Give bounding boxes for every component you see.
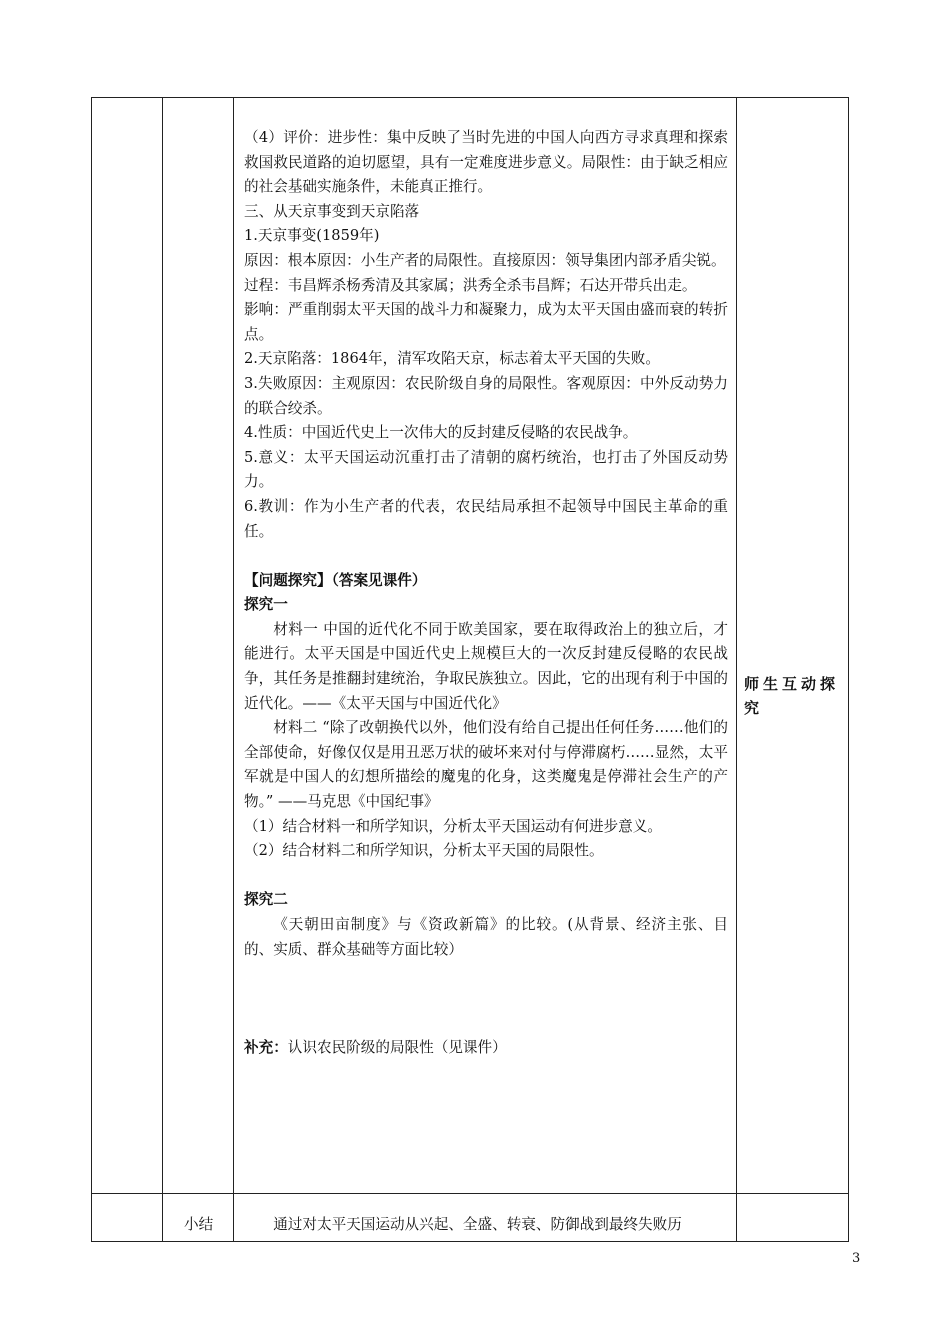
list-item: 3.失败原因：主观原因：农民阶级自身的局限性。客观原因：中外反动势力的联合绞杀。	[244, 374, 728, 417]
list-item: 6.教训：作为小生产者的代表，农民结局承担不起领导中国民主革命的重任。	[244, 497, 728, 540]
material-two: 材料二 “除了改朝换代以外，他们没有给自己提出任何任务……他们的全部使命，好像仅仅是用丑恶万状的破坏来对付与停滞腐朽……显然，太平军就是中国人的幻想所描绘的魔鬼的化身，这类魔鬼是停滞社会生产的产物。” ——马克思《中国纪事》	[244, 719, 728, 811]
spacer	[244, 864, 728, 889]
question-two: （2）结合材料二和所学知识，分析太平天国的局限性。	[244, 842, 604, 860]
summary-label: 小结	[184, 1216, 214, 1233]
list-item: 5.意义：太平天国运动沉重打击了清朝的腐朽统治，也打击了外国反动势力。	[244, 448, 728, 491]
evaluation-paragraph: （4）评价：进步性：集中反映了当时先进的中国人向西方寻求真理和探索救国救民道路的迫切愿望，具有一定难度进步意义。局限性：由于缺乏相应的社会基础实施条件，未能真正推行。	[244, 129, 728, 196]
list-item: 4.性质：中国近代史上一次伟大的反封建反侵略的农民战争。	[244, 424, 638, 442]
question-one: （1）结合材料一和所学知识，分析太平天国运动有何进步意义。	[244, 817, 662, 835]
supplement-text: 认识农民阶级的局限性（见课件）	[287, 1038, 507, 1056]
row-divider	[91, 1193, 849, 1194]
list-item: 影响：严重削弱太平天国的战斗力和凝聚力，成为太平天国由盛而衰的转折点。	[244, 301, 728, 343]
lesson-content	[244, 126, 728, 1061]
supplement-label: 补充：	[244, 1038, 288, 1056]
section-heading: 三、从天京事变到天京陷落	[244, 202, 420, 220]
explore-two-text: 《天朝田亩制度》与《资政新篇》的比较。(从背景、经济主张、目的、实质、群众基础等方面比较）	[244, 916, 728, 958]
list-item: 2.天京陷落：1864年，清军攻陷天京，标志着太平天国的失败。	[244, 350, 660, 368]
inquiry-heading: 【问题探究】（答案见课件）	[244, 571, 427, 589]
page-number: 3	[852, 1251, 861, 1266]
column-divider-2	[233, 97, 234, 1242]
explore-one-heading: 探究一	[244, 596, 288, 614]
list-item: 过程：韦昌辉杀杨秀清及其家属；洪秀全杀韦昌辉；石达开带兵出走。	[244, 276, 697, 294]
explore-two-heading: 探究二	[244, 891, 288, 909]
spacer	[244, 962, 728, 1036]
teacher-activity: 师生互动探究	[744, 675, 840, 717]
column-divider-3	[736, 97, 737, 1242]
column-divider-1	[162, 97, 163, 1242]
spacer	[244, 544, 728, 569]
material-one: 材料一 中国的近代化不同于欧美国家，要在取得政治上的独立后，才能进行。太平天国是中国近代史上规模巨大的一次反封建反侵略的农民战争，其任务是推翻封建统治，争取民族独立。因此，它的出现有利于中国的近代化。——《太平天国与中国近代化》	[244, 620, 728, 712]
list-item: 1.天京事变(1859年)	[244, 227, 380, 245]
list-item: 原因：根本原因：小生产者的局限性。直接原因：领导集团内部矛盾尖锐。	[244, 251, 726, 269]
summary-text: 通过对太平天国运动从兴起、全盛、转衰、防御战到最终失败历	[273, 1216, 682, 1233]
supplement-line	[244, 1036, 728, 1061]
